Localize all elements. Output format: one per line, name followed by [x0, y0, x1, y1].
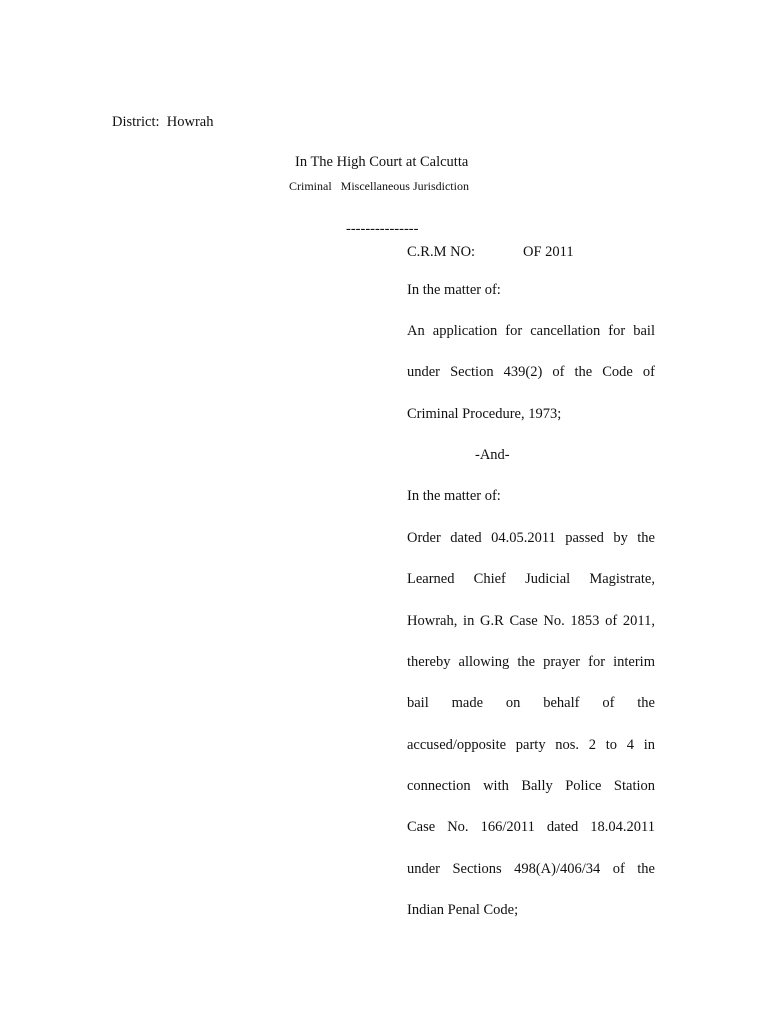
crm-number-line	[407, 244, 574, 260]
order-line-3: Howrah, in G.R Case No. 1853 of 2011,	[407, 613, 655, 629]
order-line-5: bail made on behalf of the	[407, 695, 655, 711]
district-value: Howrah	[166, 114, 214, 130]
separator-dashes: ---------------	[346, 221, 419, 237]
order-line-2: Learned Chief Judicial Magistrate,	[407, 571, 655, 587]
matter-heading-1: In the matter of:	[407, 282, 501, 298]
crm-label: C.R.M NO:	[407, 244, 476, 260]
order-line-7: connection with Bally Police Station	[407, 778, 655, 794]
matter-heading-2: In the matter of:	[407, 488, 501, 504]
order-line-4: thereby allowing the prayer for interim	[407, 654, 655, 670]
court-title: In The High Court at Calcutta	[295, 154, 469, 170]
order-line-1: Order dated 04.05.2011 passed by the	[407, 530, 655, 546]
order-line-9: under Sections 498(A)/406/34 of the	[407, 861, 655, 877]
order-line-6: accused/opposite party nos. 2 to 4 in	[407, 737, 655, 753]
district-line	[112, 115, 214, 130]
application-line-2: under Section 439(2) of the Code of	[407, 364, 655, 380]
application-line-1: An application for cancellation for bail	[407, 323, 655, 339]
and-separator: -And-	[475, 447, 510, 463]
crm-year: OF 2011	[523, 244, 574, 260]
application-line-3: Criminal Procedure, 1973;	[407, 406, 562, 422]
order-line-8: Case No. 166/2011 dated 18.04.2011	[407, 819, 655, 835]
district-label: District:	[112, 114, 160, 130]
order-line-10: Indian Penal Code;	[407, 902, 519, 918]
jurisdiction-line: Criminal Miscellaneous Jurisdiction	[289, 179, 469, 193]
